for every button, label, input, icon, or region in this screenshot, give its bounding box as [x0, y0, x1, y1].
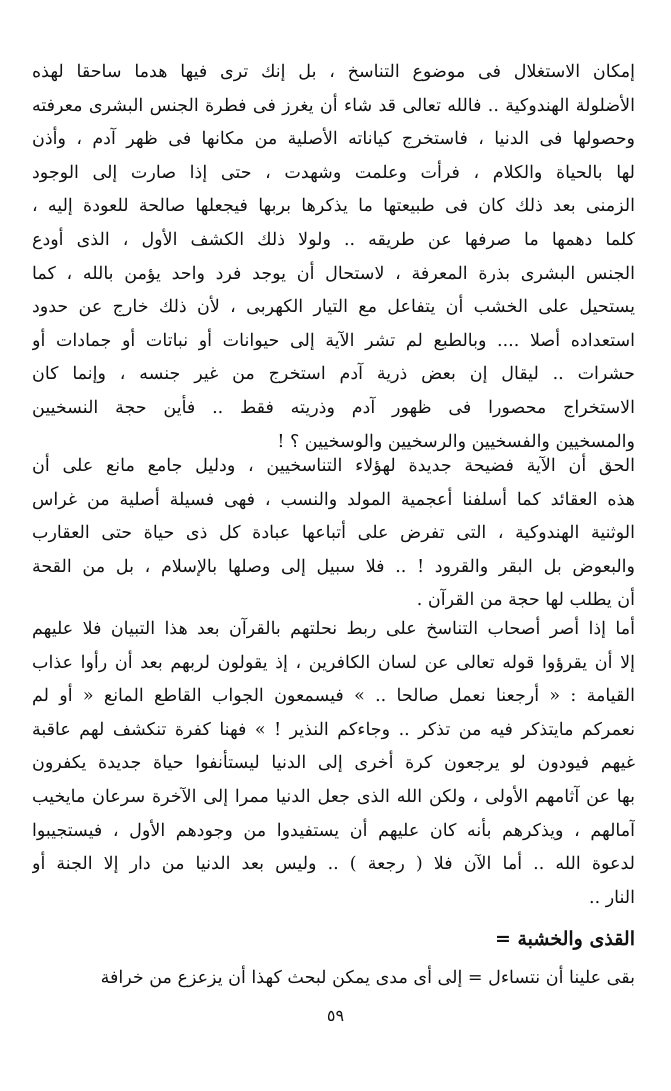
text-line: غيهم فيودون لو يرجعون كرة أخرى إلى الدنيا ليستأنفوا حياة جديدة يكفرون: [32, 753, 635, 774]
text-line: الاستخراج محصورا فى ظهور آدم وذريته فقط .. فأين حجة النسخيين: [32, 397, 635, 418]
text-line: إمكان الاستغلال فى موضوع التناسخ ، بل إنك ترى فيها هدما ساحقا لهذه: [32, 62, 635, 82]
text-line: كلما دهمها ما صرفها عن طريقه .. ولولا ذلك الكشف الأول ، الذى أودع: [32, 229, 635, 250]
text-line: إلا أن يقرؤوا قوله تعالى عن لسان الكافرين ، إذ يقولون لربهم بعد أن رأوا عذاب: [32, 652, 635, 673]
text-line: حشرات .. ليقال إن بعض ذرية آدم استخرج من غير جنسه ، وإنما كان: [32, 364, 635, 385]
text-line: وحصولها فى الدنيا ، فاستخرج كياناته الأصلية من مكانها فى ظهر آدم ، وأذن: [32, 129, 635, 150]
text-line: بقى علينا أن نتساءل = إلى أى مدى يمكن لبحث كهذا أن يزعزع من خرافة: [100, 968, 635, 988]
paragraph-closing: [32, 962, 635, 996]
section-heading: القذى والخشبة =: [494, 928, 635, 950]
text-line: والمسخيين والفسخيين والرسخيين والوسخيين ؟ !: [277, 431, 635, 452]
text-line: لها بالحياة والكلام ، فرأت وعلمت وشهدت ، حتى إذا صارت إلى الوجود: [32, 162, 635, 183]
text-line: هذه العقائد كما أسلفنا أعجمية المولد والنسب ، فهى فسيلة أصلية من غراس: [32, 489, 635, 510]
text-line: الجنس البشرى بذرة المعرفة ، لاستحال أن يوجد فرد واحد يؤمن بالله ، كما: [32, 263, 635, 284]
text-line: آمالهم ، ويذكرهم بأنه كان عليهم أن يستفيدوا من وجودهم الأول ، فيستجيبوا: [32, 820, 635, 841]
text-line: الحق أن الآية فضيحة جديدة لهؤلاء التناسخيين ، ودليل جامع مانع على أن: [32, 456, 635, 476]
text-line: الأضلولة الهندوكية .. فالله تعالى قد شاء أن يغرز فى فطرة الجنس البشرى معرفته: [32, 95, 635, 116]
paragraph-reincarnation-refutation: [32, 56, 635, 459]
text-line: يستحيل على الخشب أن يتفاعل مع التيار الكهربى ، لأن ذلك خارج عن حدود: [32, 297, 635, 318]
text-line: نعمركم مايتذكر فيه من تذكر .. وجاءكم النذير ! » فهنا كفرة تنكشف لهم عاقبة: [32, 719, 635, 740]
text-line: لدعوة الله .. أما الآن فلا ( رجعة ) .. وليس بعد الدنيا من دار إلا الجنة أو: [32, 854, 635, 875]
paragraph-truth: [32, 450, 635, 618]
text-line: النار ..: [589, 887, 635, 908]
text-line: الزمنى بعد ذلك كان فى طبيعتها ما يذكرها بربها فيجعلها صالحة للعودة إليه ،: [32, 196, 635, 217]
page-number: ٥٩: [326, 1006, 345, 1025]
text-line: أما إذا أصر أصحاب التناسخ على ربط نحلتهم بالقرآن بعد هذا التبيان فلا عليهم: [32, 619, 635, 639]
text-line: القيامة : « أرجعنا نعمل صالحا .. » فيسمعون الجواب القاطع المانع « أو لم: [32, 686, 635, 707]
text-line: أن يطلب لها حجة من القرآن .: [416, 590, 635, 611]
text-line: الوثنية الهندوكية ، التى تفرض على أتباعها عبادة كل ذى حياة حتى العقارب: [32, 523, 635, 544]
text-line: بها عن آثامهم الأولى ، ولكن الله الذى جعل الدنيا ممرا إلى الآخرة سرعان مايخيب: [32, 786, 635, 807]
text-line: والبعوض بل البقر والقرود ! .. فلا سبيل إلى وصلها بالإسلام ، بل من القحة: [32, 556, 635, 577]
paragraph-insistence: [32, 613, 635, 915]
text-line: استعداده أصلا .... وبالطبع لم تشر الآية إلى حيوانات أو نباتات أو جمادات أو: [32, 330, 635, 351]
